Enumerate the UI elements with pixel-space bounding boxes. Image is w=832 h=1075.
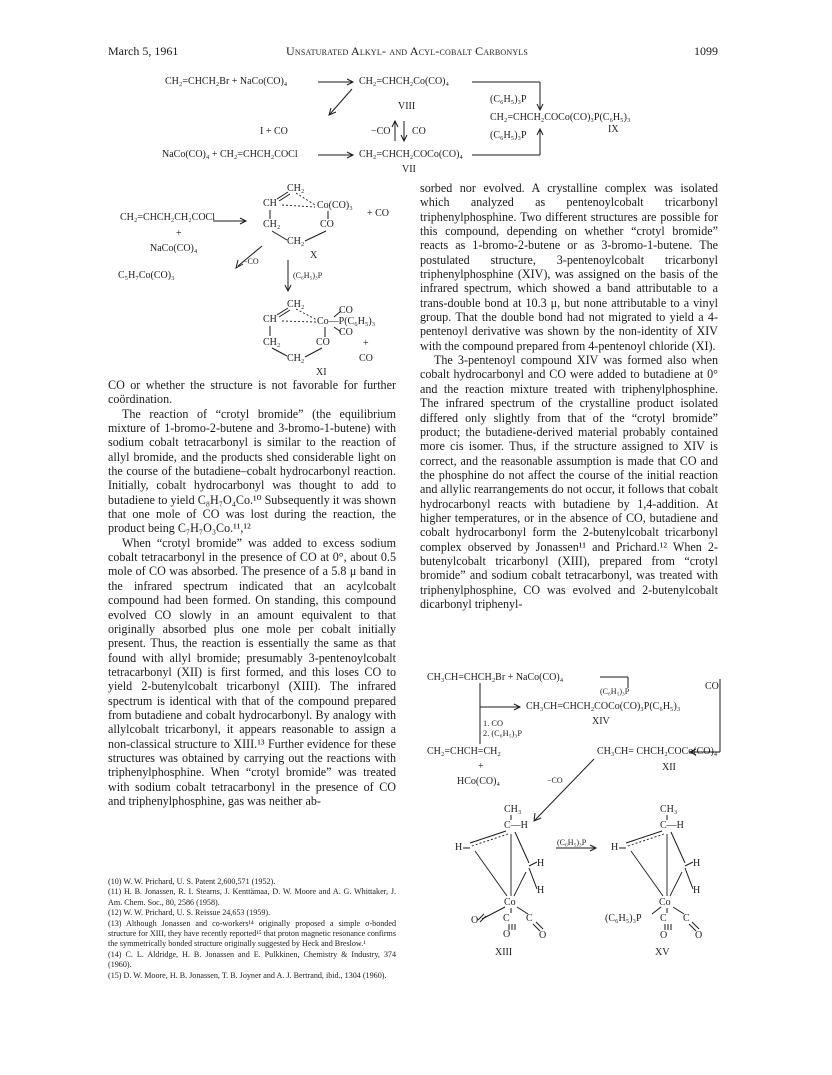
footnote-14: (14) C. L. Aldridge, H. B. Jonassen and E. Pulkkinen, Chemistry & Industry, 374 (1960). [108, 949, 396, 970]
scheme2-x-ch2-mid: CH₂ [263, 219, 281, 230]
scheme2-xi-carbonyl-mid: CO [339, 327, 353, 338]
xv-oxygen-right: O [695, 930, 703, 941]
scheme3-minus-co: −CO [547, 776, 563, 785]
scheme1-pph3-top: (C₆H₅)₃P [490, 94, 527, 105]
xv-carbon-mid: C [660, 913, 667, 924]
footnote-15: (15) D. W. Moore, H. B. Jonassen, T. B. Joyner and A. J. Bertrand, ibid., 1304 (1960). [108, 970, 387, 980]
scheme2-plus: + [176, 228, 182, 239]
scheme1-vii-label: VII [402, 164, 416, 175]
scheme2-xi-free-co: CO [359, 353, 373, 364]
xv-pph3: (C₆H₅)₃P [605, 913, 642, 924]
xiii-c-h: C—H [504, 820, 528, 831]
scheme1-i-co: I + CO [260, 126, 288, 137]
xiii-label: XIII [495, 947, 513, 958]
xv-h-right-2: H [693, 885, 701, 896]
header-date: March 5, 1961 [108, 44, 179, 58]
header-title: Unsaturated Alkyl- and Acyl-cobalt Carbonyls [286, 44, 529, 58]
scheme2-xi-ch2-top: CH₂ [287, 299, 305, 310]
footnote-11: (11) H. B. Jonassen, R. I. Stearns, J. Kenttämaa, D. W. Moore and A. G. Whittaker, J. Am. Chem. Soc., 80, 2586 (1958). [108, 887, 396, 907]
scheme3-co: CO [705, 681, 719, 692]
scheme3-step-2: 2. (C₆H₅)₃P [483, 729, 523, 738]
scheme2-xi-ch2-bottom: CH₂ [287, 353, 305, 364]
scheme2-x-carbonyl: CO [320, 219, 334, 230]
scheme2-plus-co: + CO [367, 208, 390, 219]
xv-ch3: CH₃ [660, 804, 678, 815]
scheme3-reactants: CH₃CH=CHCH₂Br + NaCo(CO)₄ [427, 672, 564, 683]
scheme3-step-1: 1. CO [483, 719, 504, 728]
scheme3-xii-label: XII [662, 762, 676, 773]
scheme1-pph3-bottom: (C₆H₅)₃P [490, 130, 527, 141]
scheme1-ix-label: IX [608, 124, 619, 135]
scheme2-x-ch: CH [263, 198, 277, 209]
scheme3-butadiene: CH₂=CHCH=CH₂ [427, 746, 501, 757]
scheme2-xi-label: XI [316, 367, 327, 378]
xv-cobalt: Co [659, 897, 671, 908]
footnote-13: (13) Although Jonassen and co-workers¹⁴ originally proposed a simple σ-bonded structure for XIII, they have recently reported¹⁵ that proton magnetic resonance confirms the symmetrically bonded structure originally suggested by Heck and Breslow.¹ [108, 918, 396, 949]
footnote-12: (12) W. W. Prichard, U. S. Reissue 24,653 (1959). [108, 908, 271, 918]
scheme3-pph3: (C₆H₅)₃P [600, 687, 630, 696]
xiii-carbon-mid: C [503, 913, 510, 924]
right-paragraph-2: The 3-pentenoyl compound XIV was formed also when cobalt hydrocarbonyl and CO were added to butadiene at 0° and the reaction mixture treated with triphenylphosphine. The infrared spectrum of the crystalline product isolated differed only slightly from that of the “crotyl bromide” product; the butadiene-derived material probably contained more cis isomer. Thus, if the structure assigned to XIV is correct, and the reasonable assumption is made that CO and the phosphine do not affect the course of the initial reaction and allylic rearrangements do not occur, it follows that cobalt hydrocarbonyl reacts with butadiene by 1,4-addition. At higher temperatures, or in the absence of CO, butadiene and cobalt hydrocarbonyl form the 2-butenylcobalt tricarbonyl complex observed by Jonassen¹¹ and Prichard.¹² When 2-butenylcobalt tricarbonyl (XIII), prepared from “crotyl bromide” and sodium cobalt tetracarbonyl, was treated with triphenylphosphine, CO was evolved and 2-butenylcobalt dicarbonyl triphenyl- [420, 353, 718, 611]
right-paragraph-1: sorbed nor evolved. A crystalline complex was isolated which analyzed as pentenoylcobalt tricarbonyl triphenylphosphine. Two different structures are possible for this compound, depending on whether “crotyl bromide” reacts as 1-bromo-2-butene or as 3-bromo-1-butene. The postulated structure, 3-pentenoylcobalt tricarbonyl triphenylphosphine (XIV), was assigned on the basis of the infrared spectrum, which showed a band attributable to a trans-double bond at 10.3 μ, but none attributable to a vinyl group. That the double bond had not migrated to yield a 4-pentenoyl derivative was shown by the non-identity of XIV with the compound prepared from 4-pentenoyl chloride (XI). [420, 181, 718, 353]
scheme1-minus-co: −CO [371, 126, 391, 137]
scheme2-xi-cobalt-phosphine: Co—P(C₆H₅)₃ [317, 316, 376, 327]
scheme2-x-cobalt: Co(CO)₃ [317, 200, 353, 211]
xiii-oxygen-left: O [471, 915, 479, 926]
scheme1-reactants: CH₂=CHCH₂Br + NaCo(CO)₄ [165, 76, 288, 87]
scheme2-x-ch2-top: CH₂ [287, 183, 305, 194]
xv-carbon-right: C [683, 913, 690, 924]
xv-label: XV [655, 947, 670, 958]
xiii-carbon-right: C [526, 913, 533, 924]
scheme3-xii-formula: CH₃CH= CHCH₂COCo(CO)₄ [597, 746, 718, 757]
scheme3-plus: + [478, 761, 484, 772]
left-paragraph-1: CO or whether the structure is not favorable for further coördination. [108, 378, 396, 407]
xiii-h-left: H [455, 842, 463, 853]
xv-oxygen-mid: O [660, 930, 668, 941]
scheme2-xi-ch: CH [263, 314, 277, 325]
xiii-h-right-1: H [537, 858, 545, 869]
scheme3-pph3-arrow: (C₆H₅)₃P [557, 838, 587, 847]
xiii-oxygen-right: O [539, 930, 547, 941]
xiii-h-right-2: H [537, 885, 545, 896]
scheme2-xi-carbonyl-top: CO [339, 305, 353, 316]
scheme1-viii-label: VIII [398, 101, 416, 112]
scheme2-xi-ch2-mid: CH₂ [263, 337, 281, 348]
scheme3-hcobalt: HCo(CO)₄ [457, 776, 500, 787]
scheme2-x-ch2-bottom: CH₂ [287, 236, 305, 247]
scheme2-reagent-1: CH₂=CHCH₂CH₂COCl [120, 212, 216, 223]
scheme2-c5h7-cobalt: C₅H₇Co(CO)₃ [118, 270, 175, 281]
xv-c-h: C—H [660, 820, 684, 831]
left-paragraph-2: The reaction of “crotyl bromide” (the equilibrium mixture of 1-bromo-2-butene and 3-bromo-1-butene) with sodium cobalt tetracarbonyl is similar to the reaction of allyl bromide, and the products shed considerable light on the course of the butadiene–cobalt hydrocarbonyl reaction. Initially, cobalt hydrocarbonyl was thought to add to butadiene to yield C₈H₇O₄Co.¹⁰ Subsequently it was shown that one mole of CO was lost during the reaction, the product being C₇H₇O₃Co.¹¹,¹² [108, 406, 396, 536]
scheme3-xiv-formula: CH₃CH=CHCH₂COCo(CO)₃P(C₆H₅)₃ [526, 701, 681, 712]
header-page-number: 1099 [694, 44, 718, 58]
xiii-ch3: CH₃ [504, 804, 522, 815]
scheme2-x-label: X [310, 250, 318, 261]
scheme1-viii-formula: CH₂=CHCH₂Co(CO)₄ [359, 76, 449, 87]
scheme1-vii-formula: CH₂=CHCH₂COCo(CO)₄ [359, 149, 463, 160]
footnote-10: (10) W. W. Prichard, U. S. Patent 2,600,571 (1952). [108, 877, 276, 886]
xv-h-right-1: H [693, 858, 701, 869]
xiii-cobalt: Co [504, 897, 516, 908]
scheme1-acid-chloride-reactants: NaCo(CO)₄ + CH₂=CHCH₂COCl [162, 149, 298, 160]
xv-h-left: H [611, 842, 619, 853]
scheme3-xiv-label: XIV [592, 716, 610, 727]
scheme2-minus-co: −CO [243, 257, 259, 266]
scheme2-reagent-2: NaCo(CO)₄ [150, 243, 198, 254]
scheme1-ix-formula: CH₂=CHCH₂COCo(CO)₃P(C₆H₅)₃ [490, 112, 631, 123]
scheme2-xi-ketone: CO [316, 337, 330, 348]
scheme1-co: CO [412, 126, 426, 137]
xiii-oxygen-mid: O [503, 929, 511, 940]
left-paragraph-3: When “crotyl bromide” was added to excess sodium cobalt tetracarbonyl in the presence of CO at 0°, about 0.5 mole of CO was absorbed. The presence of a 5.8 μ band in the infrared spectrum indicated that an acylcobalt compound had been formed. On standing, this compound evolved CO slowly in an amount equivalent to that originally absorbed plus one mole per cobalt initially present. Thus, the reaction is essentially the same as that found with allyl bromide; presumably 3-pentenoylcobalt tetracarbonyl (XII) is first formed, and this loses CO to yield 2-butenylcobalt tricarbonyl (XIII). The infrared spectrum is identical with that of the compound prepared from butadiene and cobalt hydrocarbonyl. By analogy with allylcobalt tricarbonyl, it appears reasonable to assign a non-classical structure to XIII.¹³ Further evidence for these structures was obtained by carrying out the reactions with triphenylphosphine. When “crotyl bromide” was treated with sodium cobalt tetracarbonyl in the presence of CO and triphenylphosphine, gas was neither ab- [108, 535, 396, 808]
scheme2-xi-plus: + [363, 338, 369, 349]
scheme2-pph3: (C₆H₅)₃P [293, 271, 323, 280]
